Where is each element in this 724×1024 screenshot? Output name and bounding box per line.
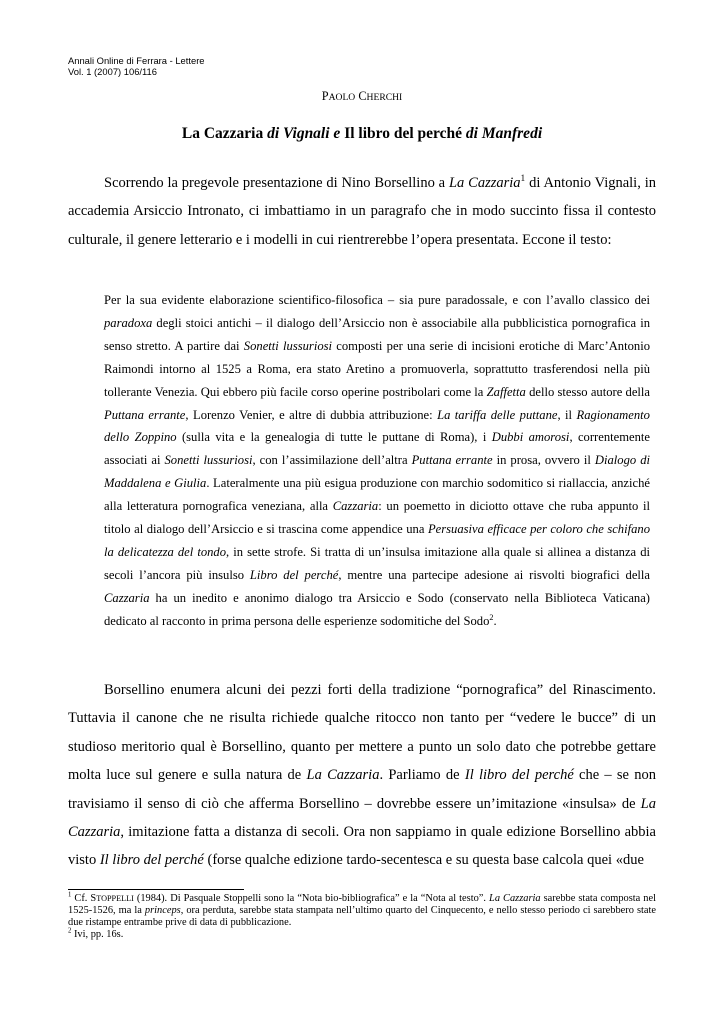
volume-info: Vol. 1 (2007) 106/116	[68, 66, 157, 77]
footnotes	[68, 893, 656, 941]
body-paragraph-2: Borsellino enumera alcuni dei pezzi forti della tradizione “pornografica” del Rinascimento. Tuttavia il canone che ne risulta richiede qualche ritocco non tanto per “vedere le bucce” di un studioso meritorio qual è Borsellino, quanto per mettere a punto un solo dato che potrebbe gettare molta luce sul genere e sulla natura de La Cazzaria. Parliamo de Il libro del perché che – se non travisiamo il senso di ciò che afferma Borsellino – dovrebbe essere un’imitazione «insulsa» de La Cazzaria, imitazione fatta a distanza di secoli. Ora non sappiamo in quale edizione Borsellino abbia visto Il libro del perché (forse qualche edizione tardo-secentesca e su questa base calcola quei «due	[68, 682, 656, 869]
footnote-1: $^1$ Cf. STOPPELLI (1984). Di Pasquale Stoppelli sono la “Nota bio-bibliografica” e la “Nota al testo”. La Cazzaria sarebbe stata composta nel 1525-1526, ma la princeps, ora perduta, sarebbe stata stampata nell’ultimo quarto del Cinquecento, e nello stesso periodo ci sarebbero state due ristampe entrambe prive di data di pubblicazione.	[68, 891, 657, 928]
footnote-ref-2: 2	[489, 612, 494, 622]
article-title: La Cazzaria di Vignali e Il libro del perché di Manfredi	[181, 125, 543, 142]
footnote-separator	[68, 889, 244, 890]
body-paragraph-1: Scorrendo la pregevole presentazione di Nino Borsellino a La Cazzaria$^1$ di Antonio Vignali, in accademia Arsiccio Intronato, ci imbattiamo in un paragrafo che in modo succinto fissa il contesto culturale, il genere letterario e i modelli in cui rientrerebbe l’opera presentata. Eccone il testo:	[68, 174, 656, 248]
running-header	[68, 55, 205, 77]
footnote-ref-1: 1	[520, 174, 526, 185]
block-quote: Per la sua evidente elaborazione scientifico-filosofica – sia pure paradossale, e con l’avallo classico dei paradoxa degli stoici antichi – il dialogo dell’Arsiccio non è associabile alla pubblicistica pornografica in senso stretto. A partire dai Sonetti lussuriosi composti per una serie di incisioni erotiche di Marc’Antonio Raimondi intorno al 1525 a Roma, era stato Aretino a promuoverla, soprattutto trasferendosi nella più tollerante Venezia. Qui ebbero più facile corso operine postribolari come la Zaffetta dello stesso autore della Puttana errante, Lorenzo Venier, e altre di dubbia attribuzione: La tariffa delle puttane, il Ragionamento dello Zoppino (sulla vita e la genealogia di tutte le puttane di Roma), i Dubbi amorosi, correntemente associati ai Sonetti lussuriosi, con l’assimilazione dell’altra Puttana errante in prosa, ovvero il Dialogo di Maddalena e Giulia. Lateralmente una più esigua produzione con marchio sodomitico si riallaccia, anziché alla letteratura pornografica veneziana, alla Cazzaria: un poemetto in diciotto ottave che ruba appunto il titolo al dialogo dell’Arsiccio e si trascina come appendice una Persuasiva efficace per coloro che schifano la delicatezza del tondo, in sette strofe. Si tratta di un’insulsa imitazione alla quale si allinea a distanza di secoli l’ancora più insulso Libro del perché, mentre una partecipe adesione ai risvolti biografici della Cazzaria ha un inedito e anonimo dialogo tra Arsiccio e Sodo (conservato nella Biblioteca Vaticana) dedicato al racconto in prima persona delle esperienze sodomitiche del Sodo$^2$.	[104, 293, 650, 628]
journal-name: Annali Online di Ferrara - Lettere	[68, 55, 205, 66]
author-name: PAOLO CHERCHI	[321, 89, 403, 103]
footnote-2: $^2$ Ivi, pp. 16s.	[68, 927, 124, 940]
